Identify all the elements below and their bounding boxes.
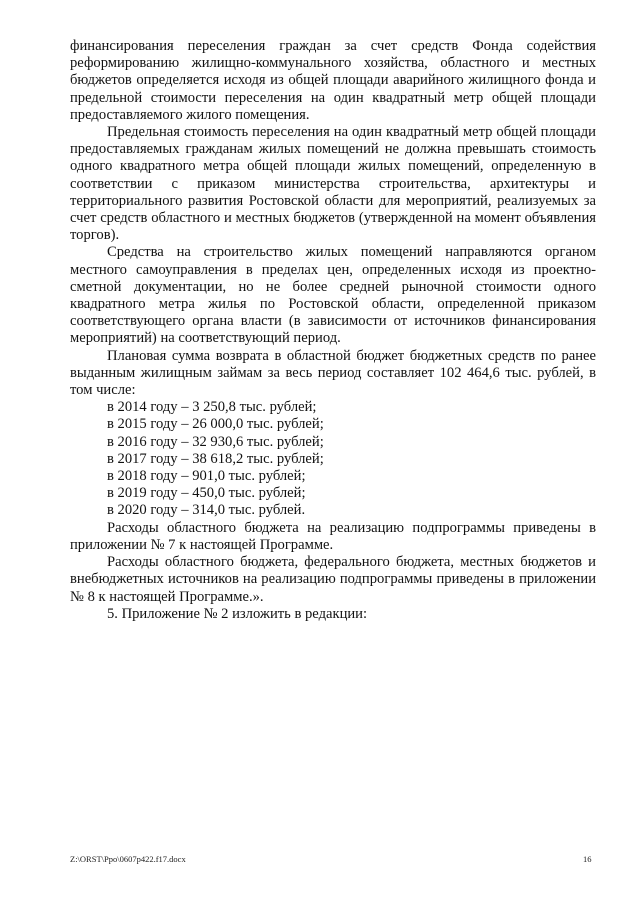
year-item-2018: в 2018 году – 901,0 тыс. рублей; <box>107 468 306 485</box>
paragraph-appendix-7: Расходы областного бюджета на реализацию подпрограммы приведены в приложении № 7 к настоящей Программе. <box>70 519 596 553</box>
paragraph-planned-return: Плановая сумма возврата в областной бюджет бюджетных средств по ранее выданным жилищным займам за весь период составляет 102 464,6 тыс. рублей, в том числе: <box>70 347 596 399</box>
footer-page-number: 16 <box>583 854 592 864</box>
year-item-2015: в 2015 году – 26 000,0 тыс. рублей; <box>107 416 324 433</box>
paragraph-construction-funds: Средства на строительство жилых помещений направляются органом местного самоуправления в пределах цен, определенных исходя из проектно-сметной документации, но не более средней рыночной стоимости одного квадратного метра жилья по Ростовской области, определенной приказом соответствующего органа власти (в зависимости от источников финансирования мероприятий) на соответствующий период. <box>70 244 596 347</box>
year-item-2020: в 2020 году – 314,0 тыс. рублей. <box>107 502 306 519</box>
paragraph-max-cost: Предельная стоимость переселения на один квадратный метр общей площади предоставляемых гражданам жилых помещений не должна превышать стоимость одного квадратного метра общей площади жилых помещений, определенную в соответствии с приказом министерства строительства, архитектуры и территориального развития Ростовской области для мероприятий, реализуемых за счет средств областного и местных бюджетов (утвержденной на момент объявления торгов). <box>70 124 596 244</box>
year-item-2014: в 2014 году – 3 250,8 тыс. рублей; <box>107 399 317 416</box>
year-item-2016: в 2016 году – 32 930,6 тыс. рублей; <box>107 433 324 450</box>
footer-file-path: Z:\ORST\Ppo\0607p422.f17.docx <box>70 854 186 864</box>
paragraph-appendix-2-instruction: 5. Приложение № 2 изложить в редакции: <box>107 605 368 622</box>
paragraph-appendix-8: Расходы областного бюджета, федерального бюджета, местных бюджетов и внебюджетных источников на реализацию подпрограммы приведены в приложении № 8 к настоящей Программе.». <box>70 554 596 605</box>
year-item-2017: в 2017 году – 38 618,2 тыс. рублей; <box>107 450 324 467</box>
paragraph-financing-continuation: финансирования переселения граждан за счет средств Фонда содействия реформированию жилищно-коммунального хозяйства, областного и местных бюджетов определяется исходя из общей площади аварийного жилищного фонда и предельной стоимости переселения на один квадратный метр общей площади предоставляемого жилого помещения. <box>70 38 596 123</box>
document-body <box>70 38 596 623</box>
yearly-breakdown-list <box>70 399 596 519</box>
year-item-2019: в 2019 году – 450,0 тыс. рублей; <box>107 485 306 502</box>
